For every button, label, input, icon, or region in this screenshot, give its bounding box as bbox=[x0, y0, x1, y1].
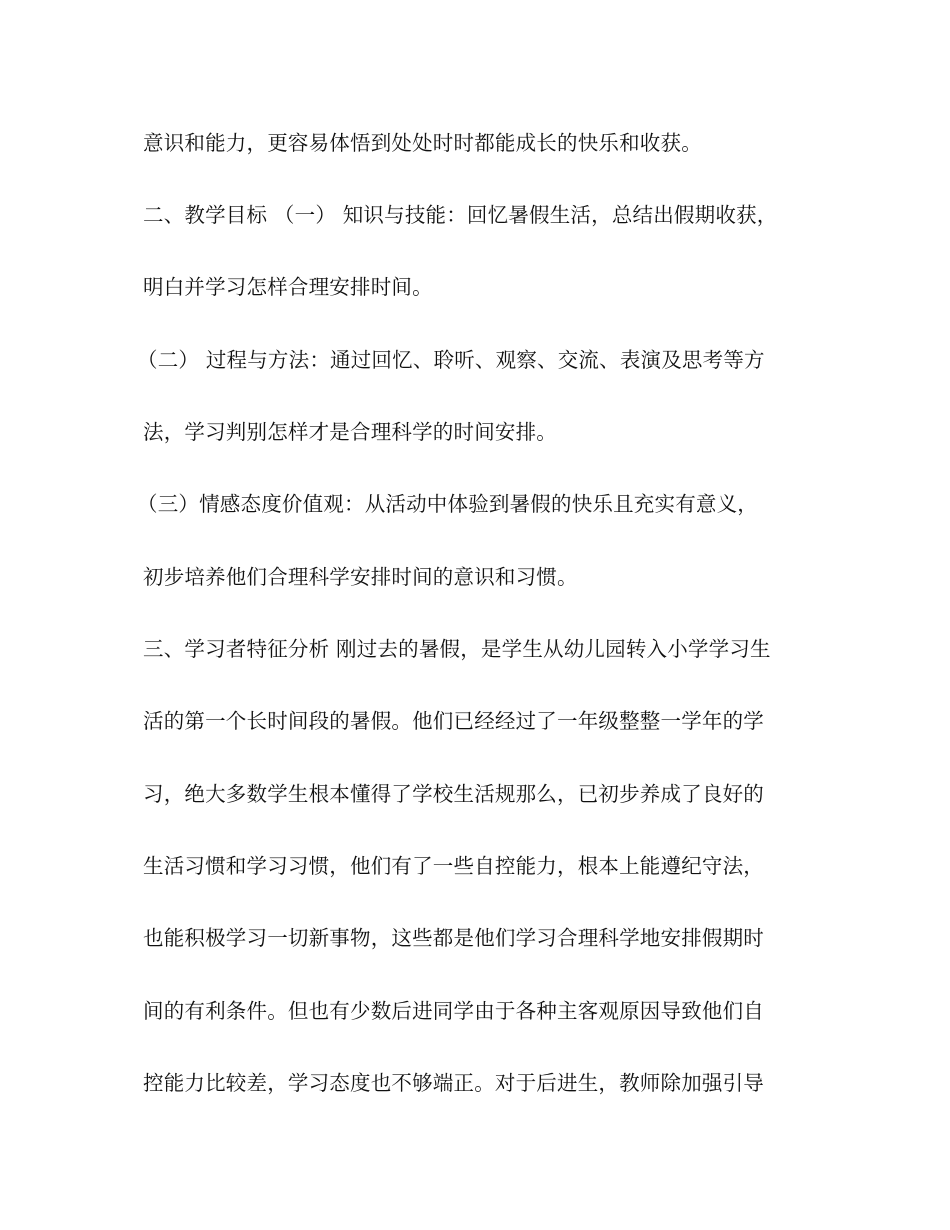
text-line: 明白并学习怎样合理安排时间。 bbox=[143, 275, 433, 299]
text-line: 二、教学目标 （一） 知识与技能：回忆暑假生活，总结出假期收获， bbox=[143, 203, 778, 227]
text-line: 习，绝大多数学生根本懂得了学校生活规那么，已初步养成了良好的 bbox=[143, 782, 764, 806]
text-line: 生活习惯和学习习惯，他们有了一些自控能力，根本上能遵纪守法， bbox=[143, 854, 764, 878]
text-line: 控能力比较差，学习态度也不够端正。对于后进生，教师除加强引导 bbox=[143, 1071, 764, 1095]
text-line: 间的有利条件。但也有少数后进同学由于各种主客观原因导致他们自 bbox=[143, 999, 764, 1023]
text-line: 活的第一个长时间段的暑假。他们已经经过了一年级整整一学年的学 bbox=[143, 709, 764, 733]
text-line: （二） 过程与方法：通过回忆、聆听、观察、交流、表演及思考等方 bbox=[137, 348, 765, 372]
text-line: 法，学习判别怎样才是合理科学的时间安排。 bbox=[143, 420, 557, 444]
text-line: 意识和能力，更容易体悟到处处时时都能成长的快乐和收获。 bbox=[143, 131, 702, 155]
text-line: 也能积极学习一切新事物，这些都是他们学习合理科学地安排假期时 bbox=[143, 926, 764, 950]
text-line: 三、学习者特征分析 刚过去的暑假，是学生从幼儿园转入小学学习生 bbox=[143, 637, 771, 661]
text-line: 初步培养他们合理科学安排时间的意识和习惯。 bbox=[143, 565, 578, 589]
text-line: （三）情感态度价值观：从活动中体验到暑假的快乐且充实有意义， bbox=[137, 492, 758, 516]
